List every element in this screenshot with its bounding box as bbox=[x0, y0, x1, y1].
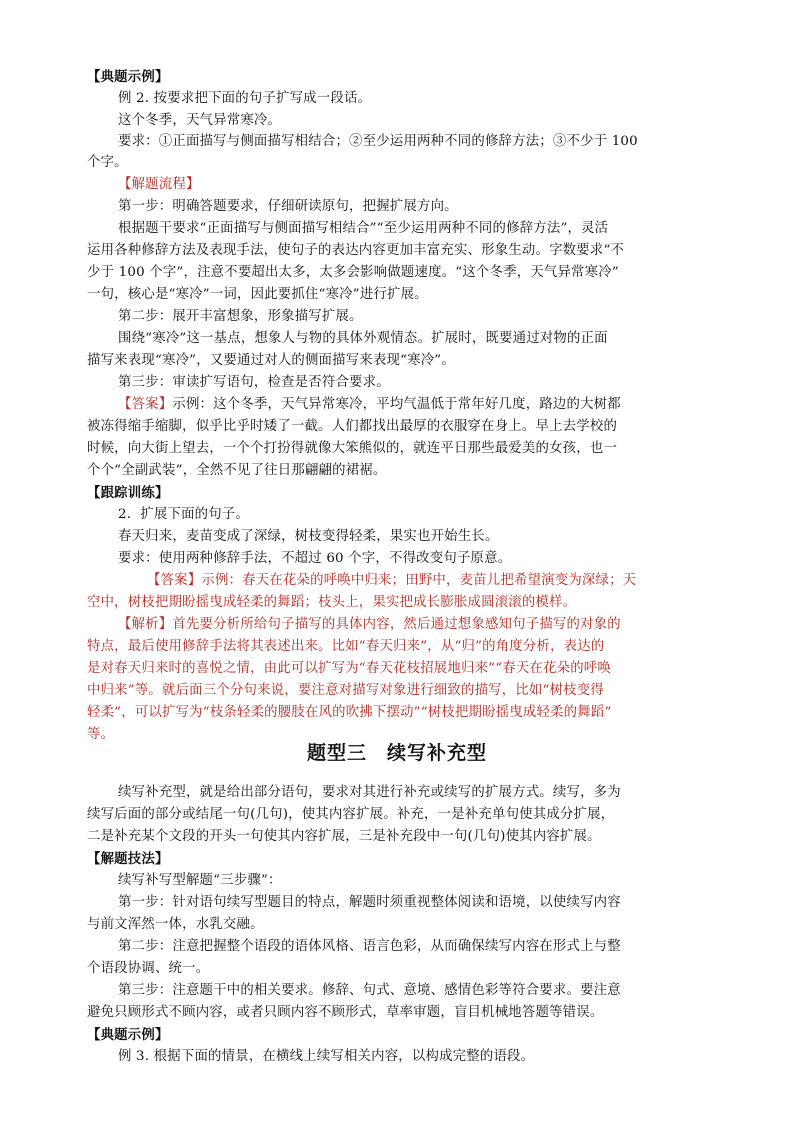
answer-line bbox=[118, 394, 713, 416]
answer-text: 空中，树枝把期盼摇曳成轻柔的舞蹈；枝头上，果实把成长膨胀成圆滚滚的模样。 bbox=[87, 595, 577, 610]
analysis-text: 轻柔”，可以扩写为“枝条轻柔的腰肢在风的吹拂下摆动”“树枝把期盼摇曳成轻柔的舞蹈” bbox=[87, 705, 612, 720]
technique-step-one: 第一步：针对语句续写型题目的特点，解题时须重视整体阅读和语境，以使续写内容 bbox=[118, 895, 621, 910]
answer-text: 被冻得缩手缩脚，似乎比乎时矮了一截。人们都找出最厚的衣服穿在身上。早上去学校的 bbox=[87, 419, 618, 434]
answer-text: 时候，向大街上望去，一个个打扮得就像大笨熊似的，就连平日那些最爱美的女孩，也一 bbox=[87, 441, 618, 456]
step-two-para: 描写来表现“寒冷”，又要通过对人的侧面描写来表现“寒冷”。 bbox=[87, 353, 455, 368]
analysis-text: 中归来”等。就后面三个分句来说，要注意对描写对象进行细致的描写，比如“树枝变得 bbox=[87, 683, 604, 698]
step-three: 第三步：审读扩写语句，检查是否符合要求。 bbox=[118, 375, 390, 390]
step-two-para: 围绕“寒冷”这一基点，想象人与物的具体外观情态。扩展时，既要通过对物的正面 bbox=[118, 331, 608, 346]
analysis-line bbox=[118, 614, 713, 636]
technique-step-three: 避免只顾形式不顾内容，或者只顾内容不顾形式，草率审题，盲目机械地答题等错误。 bbox=[87, 1005, 604, 1020]
answer-label: 【答案】 bbox=[147, 573, 202, 588]
section-header-practice: 【跟踪训练】 bbox=[87, 485, 169, 501]
analysis-label: 【解析】 bbox=[118, 617, 173, 632]
practice-answer-line bbox=[147, 570, 713, 592]
practice-question: 2．扩展下面的句子。 bbox=[118, 507, 250, 522]
example-requirement-cont: 个字。 bbox=[87, 155, 128, 170]
technique-step-two: 第二步：注意把握整个语段的语体风格、语言色彩，从而确保续写内容在形式上与整 bbox=[118, 939, 621, 954]
intro-text: 续写后面的部分或结尾一句(几句)，使其内容扩展。补充，一是补充单句使其成分扩展， bbox=[87, 807, 615, 822]
technique-step-three: 第三步：注意题干中的相关要求。修辞、句式、意境、感情色彩等符合要求。要注意 bbox=[118, 983, 621, 998]
analysis-text: 首先要分析所给句子描写的具体内容，然后通过想象感知句子描写的对象的 bbox=[172, 617, 621, 632]
technique-step-two: 个语段协调、统一。 bbox=[87, 961, 210, 976]
example-requirement: 要求：①正面描写与侧面描写相结合；②至少运用两种不同的修辞方法；③不少于 100 bbox=[118, 134, 638, 149]
step-one: 第一步：明确答题要求，仔细研读原句，把握扩展方向。 bbox=[118, 199, 458, 214]
section-header-example: 【典题示例】 bbox=[87, 1027, 169, 1043]
practice-requirement: 要求：使用两种修辞手法，不超过 60 个字，不得改变句子原意。 bbox=[118, 551, 512, 566]
example-question: 例 2. 按要求把下面的句子扩写成一段话。 bbox=[118, 91, 372, 106]
answer-text: 个个“全副武装”，全然不见了往日那翩翩的裙裾。 bbox=[87, 463, 387, 478]
answer-label: 【答案】 bbox=[118, 397, 173, 412]
intro-text: 续写补充型，就是给出部分语句，要求对其进行补充或续写的扩展方式。续写，多为 bbox=[118, 785, 621, 800]
technique-step-one: 与前文浑然一体，水乳交融。 bbox=[87, 917, 264, 932]
step-one-para: 运用各种修辞方法及表现手法，使句子的表达内容更加丰富充实、形象生动。字数要求“不 bbox=[87, 243, 625, 258]
section-title: 题型三 续写补充型 bbox=[306, 742, 487, 764]
step-one-para: 少于 100 个字”，注意不要超出太多，太多会影响做题速度。“这个冬季，天气异常寒冷” bbox=[87, 265, 619, 280]
technique-intro: 续写补写型解题“三步骤”： bbox=[118, 873, 282, 888]
solution-flow-label: 【解题流程】 bbox=[118, 177, 200, 192]
analysis-text: 等。 bbox=[87, 727, 115, 742]
answer-text: 示例：这个冬季，天气异常寒冷，平均气温低于常年好几度，路边的大树都 bbox=[172, 397, 621, 412]
step-one-para: 一句，核心是“寒冷”一词，因此要抓住“寒冷”进行扩展。 bbox=[87, 287, 428, 302]
answer-text: 示例：春天在花朵的呼唤中归来；田野中，麦苗儿把希望演变为深绿；天 bbox=[201, 573, 637, 588]
analysis-text: 特点，最后使用修辞手法将其表述出来。比如“春天归来”，从“归”的角度分析，表达的 bbox=[87, 639, 605, 654]
example-question: 例 3. 根据下面的情景，在横线上续写相关内容，以构成完整的语段。 bbox=[118, 1049, 535, 1064]
analysis-text: 是对春天归来时的喜悦之情，由此可以扩写为“春天花枝招展地归来”“春天在花朵的呼唤 bbox=[87, 661, 611, 676]
example-sentence: 这个冬季，天气异常寒冷。 bbox=[118, 113, 282, 128]
step-two: 第二步：展开丰富想象，形象描写扩展。 bbox=[118, 309, 363, 324]
section-header-technique: 【解题技法】 bbox=[87, 851, 169, 867]
section-header-example: 【典题示例】 bbox=[87, 69, 169, 85]
step-one-para: 根据题干要求“正面描写与侧面描写相结合”“至少运用两种不同的修辞方法”，灵活 bbox=[118, 221, 609, 236]
intro-text: 二是补充某个文段的开头一句使其内容扩展，三是补充段中一句(几句)使其内容扩展。 bbox=[87, 829, 601, 844]
practice-sentence: 春天归来，麦苗变成了深绿，树枝变得轻柔，果实也开始生长。 bbox=[118, 529, 499, 544]
